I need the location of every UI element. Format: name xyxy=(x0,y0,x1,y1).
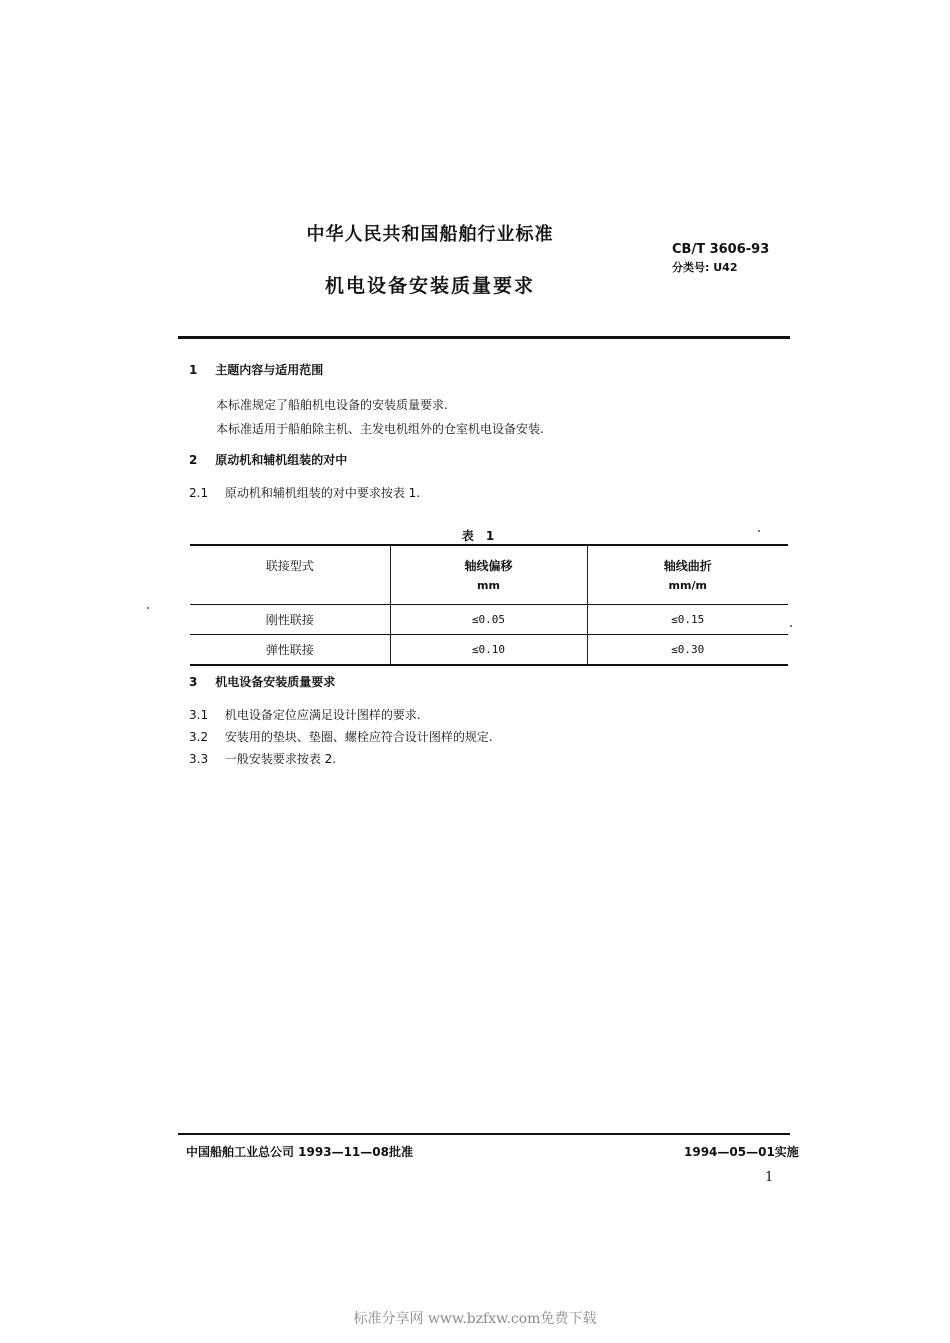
clause-3-3-text: 一般安装要求按表 2. xyxy=(224,752,337,766)
document-title: 机电设备安装质量要求 xyxy=(324,275,535,297)
section-2-heading xyxy=(189,451,347,468)
clause-3-1 xyxy=(189,706,421,723)
section-1-number: 1 xyxy=(189,363,198,377)
header-axis-offset-label: 轴线偏移 xyxy=(464,559,513,573)
section-2-number: 2 xyxy=(189,453,198,467)
clause-3-3 xyxy=(189,750,336,767)
cell-axis-offset: ≤0.05 xyxy=(390,605,587,635)
cell-axis-bend: ≤0.30 xyxy=(587,635,788,666)
section-1-title: 主题内容与适用范围 xyxy=(215,363,324,377)
header-axis-offset-unit: mm xyxy=(477,579,500,592)
cell-connection-type: 弹性联接 xyxy=(265,643,314,657)
page-number: 1 xyxy=(765,1170,774,1185)
effective-date: 1994—05—01实施 xyxy=(684,1145,799,1159)
clause-3-1-number: 3.1 xyxy=(189,708,209,722)
standard-title: 中华人民共和国船舶行业标准 xyxy=(306,224,554,245)
section-3-heading xyxy=(189,673,335,690)
section-2-title: 原动机和辅机组装的对中 xyxy=(215,453,348,467)
classification-number: 分类号: U42 xyxy=(672,261,738,274)
standard-code: CB/T 3606-93 xyxy=(672,242,770,257)
clause-2-1 xyxy=(189,484,420,501)
clause-2-1-text: 原动机和辅机组装的对中要求按表 1. xyxy=(224,486,421,500)
cell-axis-bend: ≤0.15 xyxy=(587,605,788,635)
header-axis-bend-unit: mm/m xyxy=(668,579,707,592)
table-1-caption: 表 1 xyxy=(461,529,499,543)
clause-3-3-number: 3.3 xyxy=(189,752,209,766)
site-watermark: 标准分享网 www.bzfxw.com免费下载 xyxy=(353,1311,597,1327)
table-row xyxy=(190,635,788,666)
footer-rule xyxy=(178,1133,790,1135)
scan-speck xyxy=(147,607,149,609)
clause-3-2-text: 安装用的垫块、垫圈、螺栓应符合设计图样的规定. xyxy=(224,730,493,744)
header-axis-offset xyxy=(390,545,587,605)
section-1-paragraph-2: 本标准适用于船舶除主机、主发电机组外的仓室机电设备安装. xyxy=(216,422,544,436)
approval-line: 中国船舶工业总公司 1993—11—08批准 xyxy=(186,1145,413,1159)
header-axis-bend xyxy=(587,545,788,605)
section-3-number: 3 xyxy=(189,675,198,689)
table-row xyxy=(190,605,788,635)
section-1-paragraph-1: 本标准规定了船舶机电设备的安装质量要求. xyxy=(216,398,448,412)
table-header-row xyxy=(190,545,788,605)
header-rule xyxy=(178,336,790,339)
table-1 xyxy=(190,544,788,666)
header-axis-bend-label: 轴线曲折 xyxy=(663,559,712,573)
cell-axis-offset: ≤0.10 xyxy=(390,635,587,666)
scan-speck xyxy=(790,625,792,627)
cell-connection-type: 刚性联接 xyxy=(265,613,314,627)
clause-3-1-text: 机电设备定位应满足设计图样的要求. xyxy=(224,708,421,722)
section-3-title: 机电设备安装质量要求 xyxy=(215,675,336,689)
clause-3-2-number: 3.2 xyxy=(189,730,209,744)
scan-speck xyxy=(758,530,760,532)
section-1-heading xyxy=(189,361,323,378)
header-connection-type: 联接型式 xyxy=(265,559,314,573)
clause-2-1-number: 2.1 xyxy=(189,486,209,500)
clause-3-2 xyxy=(189,728,493,745)
